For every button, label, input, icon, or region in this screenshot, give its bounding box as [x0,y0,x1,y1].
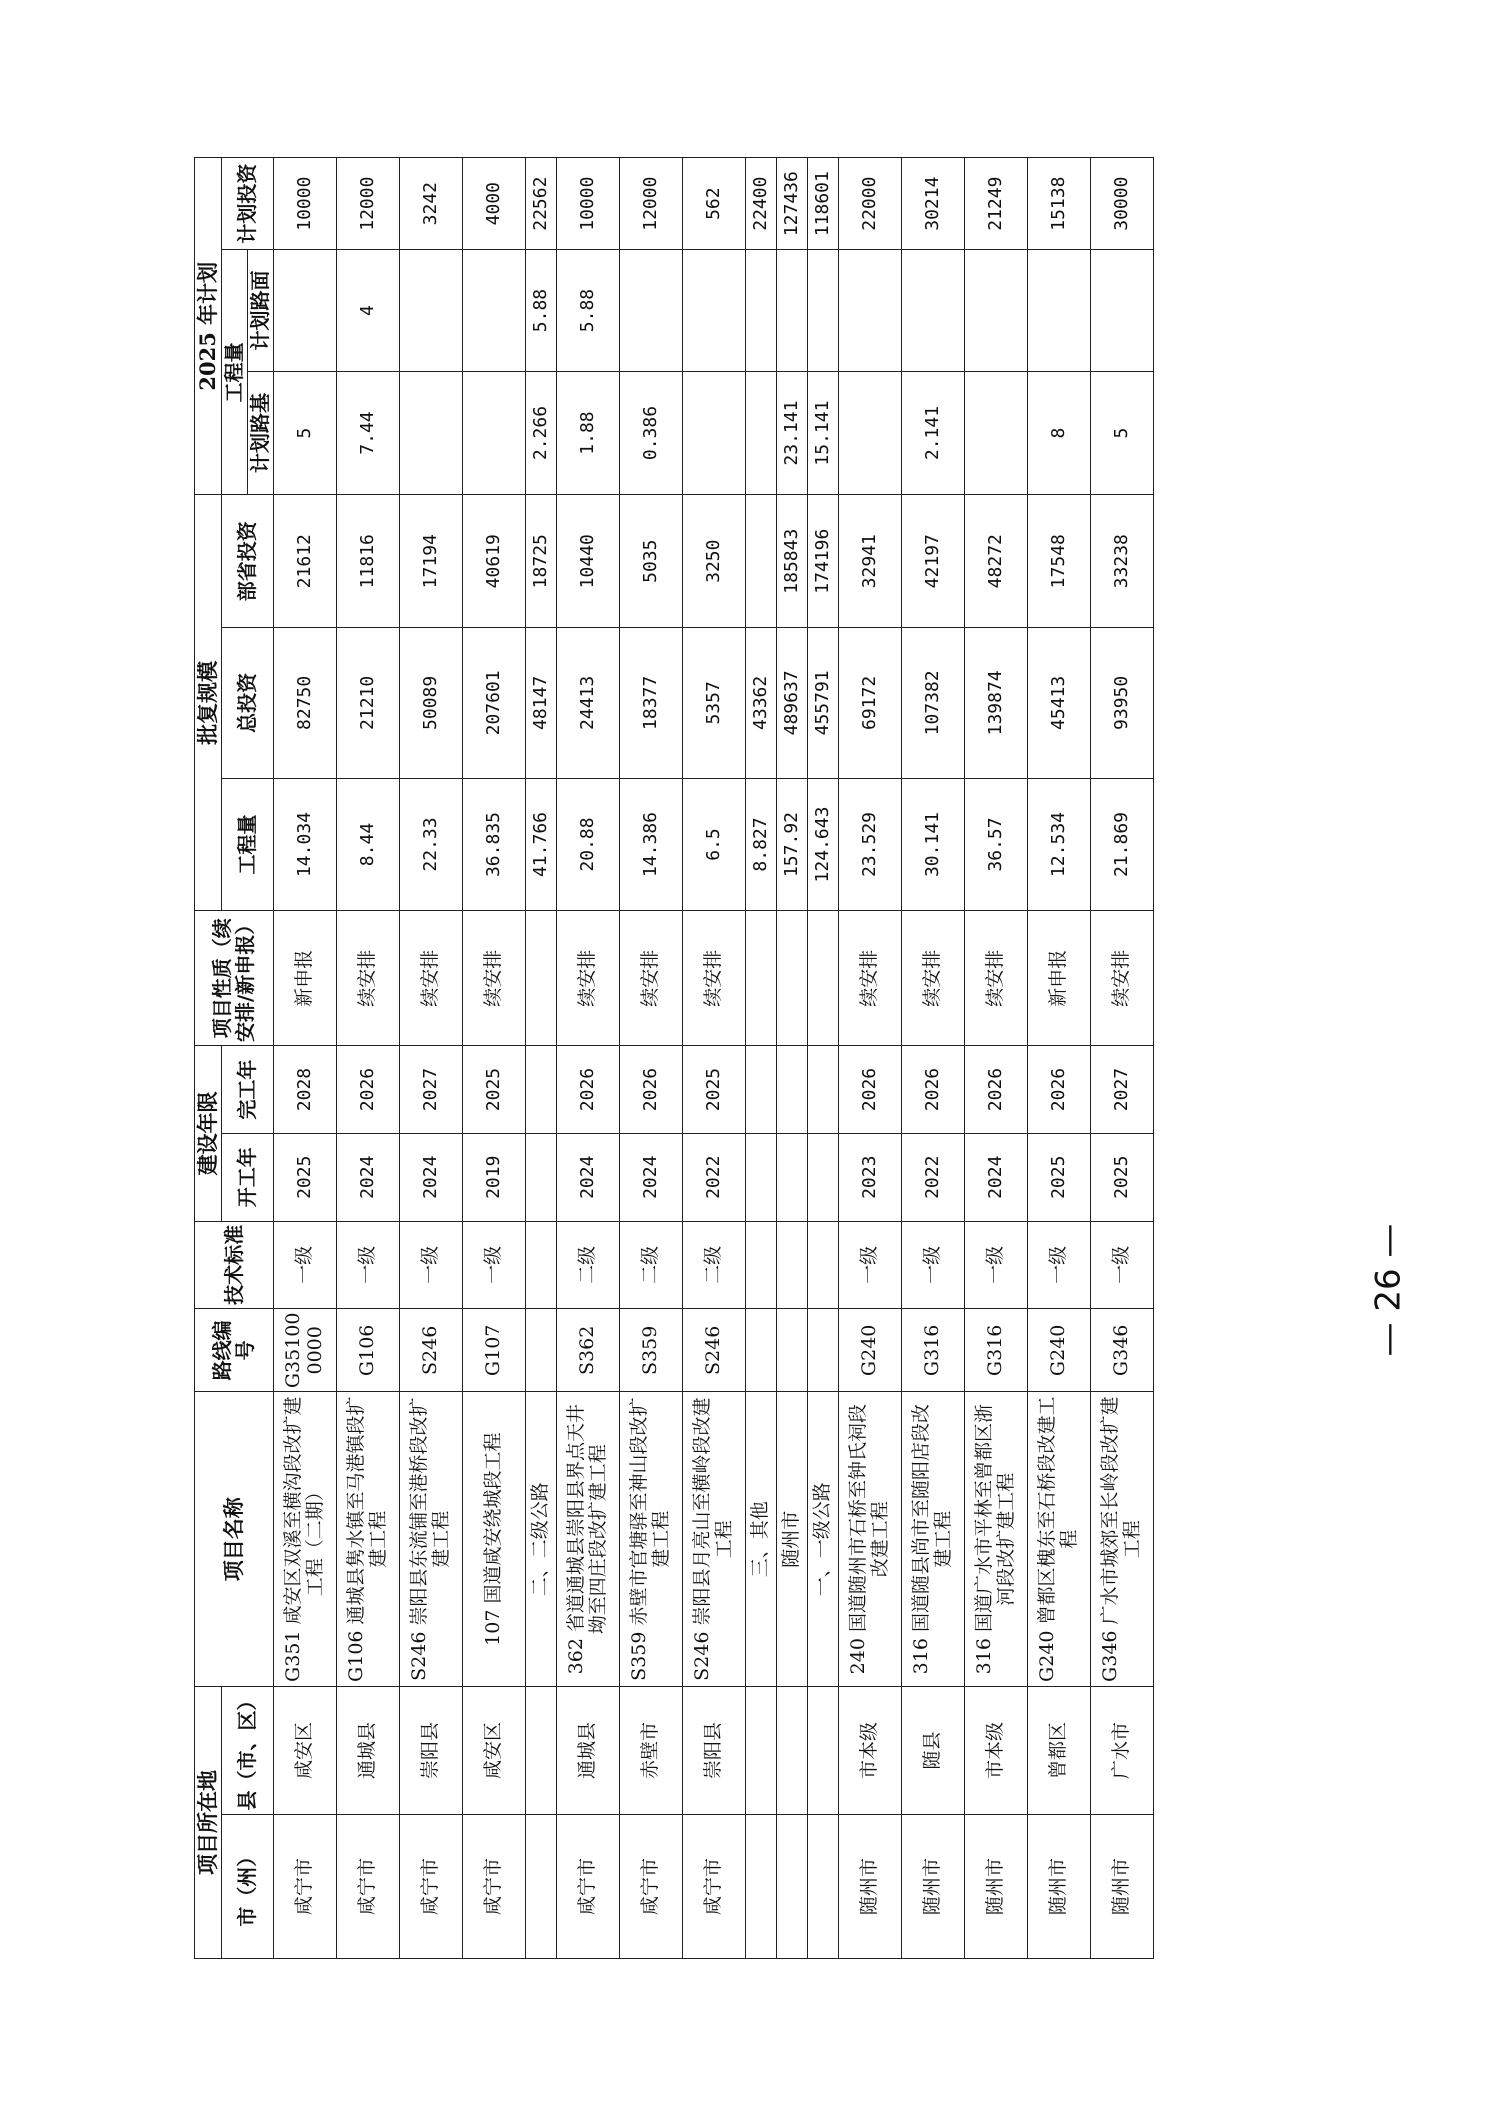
cell-start [526,1133,557,1221]
cell-county: 随县 [902,1686,965,1814]
cell-start: 2024 [965,1133,1028,1221]
cell-project-name: 316 国道随县尚市至随阳店段改建工程 [902,1392,965,1687]
cell-city [808,1815,839,1959]
cell-plan-surface [400,250,463,371]
cell-plan-roadbed [839,371,902,495]
header-ministry-investment: 部省投资 [222,495,274,628]
cell-tech [526,1221,557,1309]
cell-county: 通城县 [337,1686,400,1814]
cell-ministry: 3250 [683,495,746,628]
cell-tech: 一级 [463,1221,526,1309]
cell-end [808,1046,839,1134]
cell-ministry: 32941 [839,495,902,628]
cell-start [808,1133,839,1221]
header-project-nature: 项目性质（续安排/新申报） [195,911,274,1046]
cell-county: 赤壁市 [620,1686,683,1814]
cell-county: 咸安区 [463,1686,526,1814]
cell-route: S246 [400,1309,463,1392]
header-tech-standard: 技术标准 [195,1221,274,1309]
cell-start: 2024 [400,1133,463,1221]
cell-plan-surface [274,250,337,371]
cell-plan-surface [839,250,902,371]
cell-county: 曾都区 [1028,1686,1091,1814]
cell-plan-surface [965,250,1028,371]
cell-plan-surface [808,250,839,371]
header-total-investment: 总投资 [222,628,274,779]
cell-project-name: 240 国道随州市石桥至钟氏祠段改建工程 [839,1392,902,1687]
cell-route: S246 [683,1309,746,1392]
table-summary-row [526,158,557,1959]
header-start-year: 开工年 [222,1133,274,1221]
cell-county [526,1686,557,1814]
cell-county: 市本级 [839,1686,902,1814]
cell-end: 2025 [683,1046,746,1134]
cell-quantity: 41.766 [526,778,557,911]
cell-plan-investment: 4000 [463,158,526,250]
cell-ministry: 185843 [777,495,808,628]
cell-tech [808,1221,839,1309]
cell-total: 139874 [965,628,1028,779]
cell-quantity: 36.835 [463,778,526,911]
cell-quantity: 30.141 [902,778,965,911]
cell-quantity: 23.529 [839,778,902,911]
cell-project-name: G346 广水市城郊至长岭段改扩建工程 [1091,1392,1154,1687]
cell-route: G107 [463,1309,526,1392]
cell-end [746,1046,777,1134]
cell-start: 2025 [274,1133,337,1221]
cell-ministry: 42197 [902,495,965,628]
cell-route [746,1309,777,1392]
cell-end: 2026 [839,1046,902,1134]
cell-nature: 续安排 [557,911,620,1046]
table-row [620,158,683,1959]
cell-nature: 续安排 [620,911,683,1046]
cell-start: 2019 [463,1133,526,1221]
cell-plan-investment: 30000 [1091,158,1154,250]
cell-county: 广水市 [1091,1686,1154,1814]
cell-plan-roadbed: 2.141 [902,371,965,495]
cell-tech: 一级 [902,1221,965,1309]
cell-tech [746,1221,777,1309]
cell-total: 50089 [400,628,463,779]
cell-plan-surface: 5.88 [557,250,620,371]
cell-tech: 一级 [839,1221,902,1309]
table-row [274,158,337,1959]
cell-nature [526,911,557,1046]
header-plan-roadbed: 计划路基 [248,371,274,495]
cell-city: 随州市 [839,1815,902,1959]
cell-ministry: 33238 [1091,495,1154,628]
cell-plan-roadbed: 5 [274,371,337,495]
cell-city: 随州市 [1028,1815,1091,1959]
cell-total: 48147 [526,628,557,779]
cell-plan-surface [1091,250,1154,371]
cell-plan-investment: 3242 [400,158,463,250]
cell-end: 2026 [620,1046,683,1134]
table-header [195,158,274,1959]
cell-tech: 一级 [400,1221,463,1309]
cell-project-name: 三、其他 [746,1392,777,1687]
cell-quantity: 8.44 [337,778,400,911]
cell-total: 45413 [1028,628,1091,779]
cell-route: G316 [902,1309,965,1392]
cell-county: 市本级 [965,1686,1028,1814]
cell-total: 43362 [746,628,777,779]
cell-route: G240 [1028,1309,1091,1392]
cell-total: 69172 [839,628,902,779]
cell-project-name: 二、二级公路 [526,1392,557,1687]
header-end-year: 完工年 [222,1046,274,1134]
cell-plan-investment: 127436 [777,158,808,250]
cell-end: 2025 [463,1046,526,1134]
cell-project-name: 316 国道广水市平林至曾都区浙河段改扩建工程 [965,1392,1028,1687]
cell-project-name: 362 省道通城县崇阳县界点天井坳至四庄段改扩建工程 [557,1392,620,1687]
cell-total: 24413 [557,628,620,779]
cell-city: 随州市 [965,1815,1028,1959]
cell-tech [777,1221,808,1309]
header-approved-group: 批复规模 [195,495,222,911]
cell-ministry: 40619 [463,495,526,628]
table-row [839,158,902,1959]
table-summary-row [777,158,808,1959]
cell-start: 2024 [620,1133,683,1221]
cell-county: 咸安区 [274,1686,337,1814]
table-row [337,158,400,1959]
table-body [274,158,1154,1959]
header-county: 县（市、区） [222,1686,274,1814]
cell-city [746,1815,777,1959]
cell-plan-roadbed [463,371,526,495]
cell-plan-investment: 10000 [274,158,337,250]
cell-start [777,1133,808,1221]
cell-tech: 一级 [1028,1221,1091,1309]
table-row [557,158,620,1959]
cell-city: 随州市 [1091,1815,1154,1959]
cell-total: 93950 [1091,628,1154,779]
cell-total: 82750 [274,628,337,779]
cell-nature: 新申报 [274,911,337,1046]
cell-plan-investment: 21249 [965,158,1028,250]
cell-start [746,1133,777,1221]
cell-plan-surface [777,250,808,371]
header-quantity: 工程量 [222,778,274,911]
cell-plan-surface [463,250,526,371]
cell-plan-roadbed: 2.266 [526,371,557,495]
cell-nature: 续安排 [337,911,400,1046]
cell-route: G346 [1091,1309,1154,1392]
cell-plan-investment: 12000 [620,158,683,250]
cell-start: 2024 [557,1133,620,1221]
cell-total: 455791 [808,628,839,779]
cell-city: 咸宁市 [274,1815,337,1959]
cell-county [808,1686,839,1814]
cell-county: 崇阳县 [683,1686,746,1814]
cell-plan-investment: 30214 [902,158,965,250]
cell-plan-investment: 22562 [526,158,557,250]
page-number [1358,1180,1418,1400]
header-years-group: 建设年限 [195,1046,222,1221]
table-row [1091,158,1154,1959]
page-number-text: — 26 — [1368,1223,1409,1357]
cell-end: 2026 [557,1046,620,1134]
cell-tech: 一级 [965,1221,1028,1309]
cell-nature: 续安排 [400,911,463,1046]
cell-nature: 续安排 [902,911,965,1046]
cell-plan-roadbed: 15.141 [808,371,839,495]
cell-tech: 二级 [620,1221,683,1309]
cell-city: 咸宁市 [400,1815,463,1959]
table-row [400,158,463,1959]
table-summary-row [808,158,839,1959]
header-city: 市（州） [222,1815,274,1959]
cell-county [777,1686,808,1814]
cell-route: G106 [337,1309,400,1392]
cell-route: S362 [557,1309,620,1392]
cell-plan-investment: 22400 [746,158,777,250]
project-plan-table [194,157,1154,1959]
cell-city: 咸宁市 [683,1815,746,1959]
cell-plan-investment: 562 [683,158,746,250]
cell-project-name: 107 国道咸安绕城段工程 [463,1392,526,1687]
header-project-name: 项目名称 [195,1392,274,1687]
cell-end: 2026 [965,1046,1028,1134]
cell-county [746,1686,777,1814]
cell-end: 2026 [1028,1046,1091,1134]
cell-tech: 一级 [274,1221,337,1309]
cell-project-name: 一、一级公路 [808,1392,839,1687]
cell-plan-surface: 4 [337,250,400,371]
cell-start: 2023 [839,1133,902,1221]
cell-plan-surface: 5.88 [526,250,557,371]
cell-city: 咸宁市 [620,1815,683,1959]
cell-ministry: 21612 [274,495,337,628]
header-plan-investment: 计划投资 [222,158,274,250]
cell-quantity: 8.827 [746,778,777,911]
cell-city: 随州市 [902,1815,965,1959]
cell-plan-surface [620,250,683,371]
cell-ministry: 5035 [620,495,683,628]
cell-plan-roadbed [400,371,463,495]
cell-ministry: 17548 [1028,495,1091,628]
cell-end: 2028 [274,1046,337,1134]
cell-end: 2027 [1091,1046,1154,1134]
cell-end: 2026 [902,1046,965,1134]
table-row [463,158,526,1959]
cell-county: 崇阳县 [400,1686,463,1814]
cell-plan-surface [683,250,746,371]
cell-plan-roadbed: 23.141 [777,371,808,495]
cell-ministry [746,495,777,628]
cell-ministry: 10440 [557,495,620,628]
cell-plan-roadbed [965,371,1028,495]
cell-plan-investment: 10000 [557,158,620,250]
cell-nature [777,911,808,1046]
cell-plan-roadbed: 7.44 [337,371,400,495]
cell-project-name: S359 赤壁市官塘驿至神山段改扩建工程 [620,1392,683,1687]
cell-nature: 新申报 [1028,911,1091,1046]
cell-quantity: 22.33 [400,778,463,911]
cell-city: 咸宁市 [463,1815,526,1959]
cell-ministry: 18725 [526,495,557,628]
cell-nature: 续安排 [463,911,526,1046]
cell-route [777,1309,808,1392]
cell-project-name: S246 崇阳县东流铺至港桥段改扩建工程 [400,1392,463,1687]
cell-tech: 二级 [683,1221,746,1309]
cell-quantity: 14.386 [620,778,683,911]
cell-total: 489637 [777,628,808,779]
cell-route: G240 [839,1309,902,1392]
cell-plan-roadbed: 5 [1091,371,1154,495]
cell-plan-roadbed [683,371,746,495]
cell-city [777,1815,808,1959]
cell-quantity: 157.92 [777,778,808,911]
cell-start: 2025 [1091,1133,1154,1221]
cell-nature [808,911,839,1046]
cell-tech: 二级 [557,1221,620,1309]
cell-county: 通城县 [557,1686,620,1814]
cell-start: 2022 [683,1133,746,1221]
cell-quantity: 21.869 [1091,778,1154,911]
cell-ministry: 11816 [337,495,400,628]
table-row [1028,158,1091,1959]
cell-nature: 续安排 [1091,911,1154,1046]
header-plan-surface: 计划路面 [248,250,274,371]
cell-project-name: S246 崇阳县月亮山至横岭段改建工程 [683,1392,746,1687]
cell-end [526,1046,557,1134]
cell-total: 21210 [337,628,400,779]
header-plan-group: 2025 年计划 [195,158,222,495]
cell-nature: 续安排 [839,911,902,1046]
cell-plan-investment: 118601 [808,158,839,250]
cell-nature: 续安排 [683,911,746,1046]
cell-start: 2024 [337,1133,400,1221]
cell-quantity: 12.534 [1028,778,1091,911]
table-row [965,158,1028,1959]
cell-route: G351000000 [274,1309,337,1392]
cell-project-name: G240 曾都区槐东至石桥段改建工程 [1028,1392,1091,1687]
cell-ministry: 17194 [400,495,463,628]
cell-tech: 一级 [337,1221,400,1309]
cell-quantity: 6.5 [683,778,746,911]
cell-total: 207601 [463,628,526,779]
cell-route [526,1309,557,1392]
cell-nature [746,911,777,1046]
cell-plan-investment: 12000 [337,158,400,250]
cell-end [777,1046,808,1134]
cell-plan-roadbed [746,371,777,495]
cell-plan-surface [746,250,777,371]
header-plan-quantity-group: 工程量 [222,250,248,495]
cell-city [526,1815,557,1959]
cell-city: 咸宁市 [557,1815,620,1959]
cell-plan-surface [902,250,965,371]
cell-total: 5357 [683,628,746,779]
cell-plan-roadbed: 1.88 [557,371,620,495]
cell-route: G316 [965,1309,1028,1392]
cell-start: 2025 [1028,1133,1091,1221]
cell-project-name: G351 咸安区双溪至横沟段改扩建工程（二期） [274,1392,337,1687]
table-row [902,158,965,1959]
table-summary-row [746,158,777,1959]
header-location-group: 项目所在地 [195,1686,222,1958]
cell-end: 2027 [400,1046,463,1134]
cell-quantity: 36.57 [965,778,1028,911]
cell-project-name: G106 通城县隽水镇至马港镇段扩建工程 [337,1392,400,1687]
cell-start: 2022 [902,1133,965,1221]
cell-tech: 一级 [1091,1221,1154,1309]
header-route-number: 路线编号 [195,1309,274,1392]
cell-plan-roadbed: 8 [1028,371,1091,495]
cell-route [808,1309,839,1392]
cell-ministry: 174196 [808,495,839,628]
cell-plan-investment: 22000 [839,158,902,250]
cell-city: 咸宁市 [337,1815,400,1959]
cell-plan-investment: 15138 [1028,158,1091,250]
cell-quantity: 14.034 [274,778,337,911]
table-row [683,158,746,1959]
rotated-table-wrapper [194,157,1276,1959]
cell-plan-surface [1028,250,1091,371]
cell-plan-roadbed: 0.386 [620,371,683,495]
cell-end: 2026 [337,1046,400,1134]
cell-quantity: 20.88 [557,778,620,911]
cell-project-name: 随州市 [777,1392,808,1687]
cell-ministry: 48272 [965,495,1028,628]
cell-quantity: 124.643 [808,778,839,911]
cell-route: S359 [620,1309,683,1392]
cell-total: 18377 [620,628,683,779]
cell-total: 107382 [902,628,965,779]
cell-nature: 续安排 [965,911,1028,1046]
